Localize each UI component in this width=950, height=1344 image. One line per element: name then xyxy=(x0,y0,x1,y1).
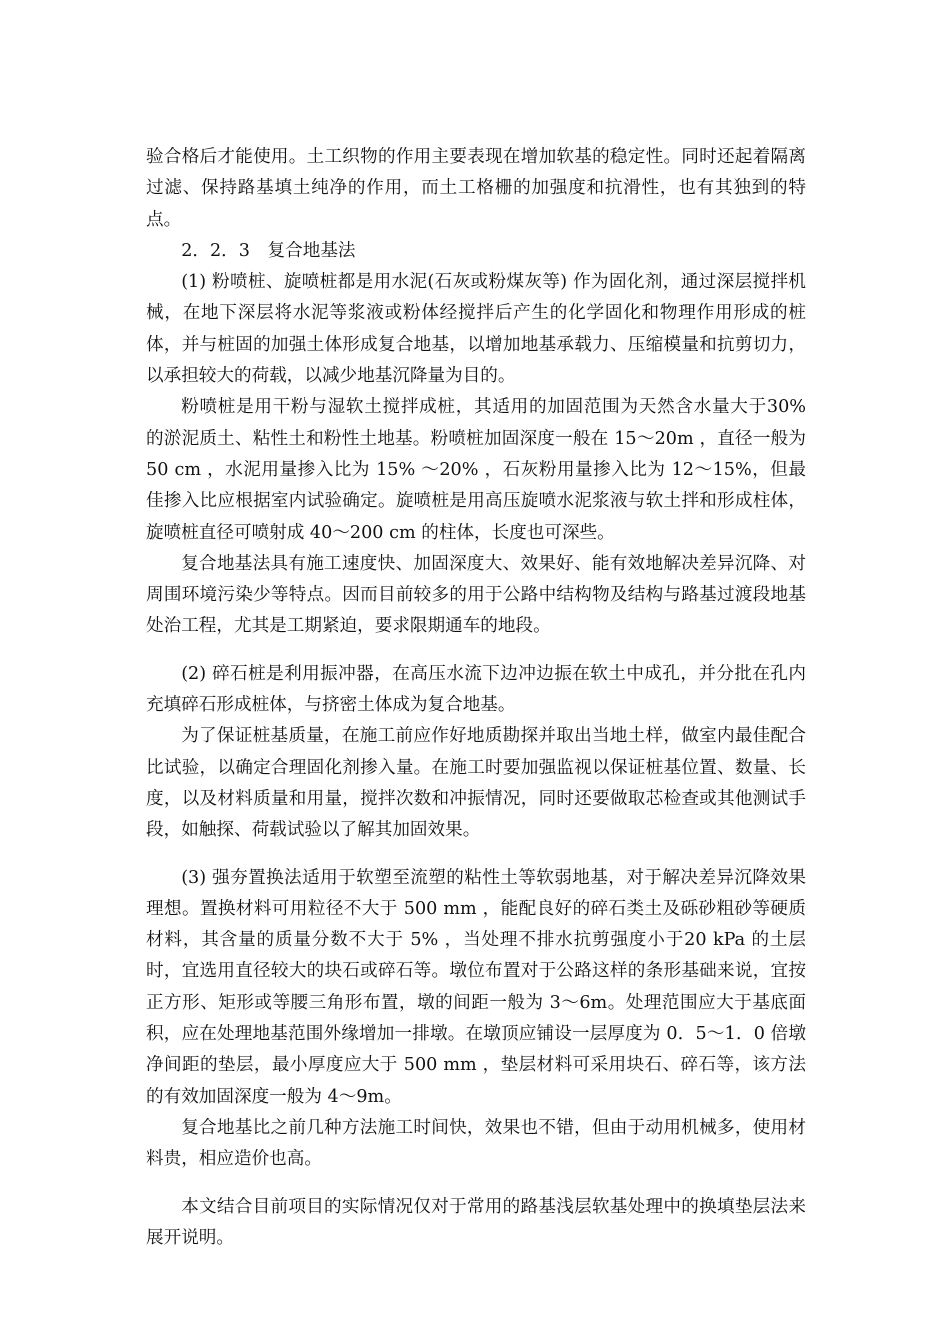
item1-detail-paragraph: 粉喷桩是用干粉与湿软土搅拌成桩，其适用的加固范围为天然含水量大于30% 的淤泥质土、粘性土和粉性土地基。粉喷桩加固深度一般在 15～20m ，直径一般为 50 cm ，水泥用量掺入比为 15% ～20% ，石灰粉用量掺入比为 12～15%，但最佳掺入比应根据室内试验确定。旋喷桩是用高压旋喷水泥浆液与软土拌和形成柱体，旋喷桩直径可喷射成 40～200 cm 的柱体，长度也可深些。 xyxy=(146,397,806,543)
item1-summary-paragraph: 复合地基法具有施工速度快、加固深度大、效果好、能有效地解决差异沉降、对周围环境污染少等特点。因而目前较多的用于公路中结构物及结构与路基过渡段地基处治工程，尤其是工期紧迫，要求限期通车的地段。 xyxy=(146,553,806,637)
item3-paragraph: (3) 强夯置换法适用于软塑至流塑的粘性土等软弱地基，对于解决差异沉降效果理想。置换材料可用粒径不大于 500 mm ，能配良好的碎石类土及砾砂粗砂等硬质材料，其含量的质量分数不大于 5% ，当处理不排水抗剪强度小于20 kPa 的土层时，宜选用直径较大的块石或碎石等。墩位布置对于公路这样的条形基础来说，宜按正方形、矩形或等腰三角形布置，墩的间距一般为 3～6m。处理范围应大于基底面积，应在处理地基范围外缘增加一排墩。在墩顶应铺设一层厚度为 0．5～1．0 倍墩净间距的垫层，最小厚度应大于 500 mm ，垫层材料可采用块石、碎石等，该方法的有效加固深度一般为 4～9m。 xyxy=(146,867,806,1107)
closing-paragraph: 本文结合目前项目的实际情况仅对于常用的路基浅层软基处理中的换填垫层法来展开说明。 xyxy=(146,1196,806,1248)
item2-detail-paragraph: 为了保证桩基质量，在施工前应作好地质勘探并取出当地土样，做室内最佳配合比试验，以确定合理固化剂掺入量。在施工时要加强监视以保证桩基位置、数量、长度，以及材料质量和用量，搅拌次数和冲振情况，同时还要做取芯检查或其他测试手段，如触探、荷载试验以了解其加固效果。 xyxy=(146,726,806,841)
intro-paragraph: 验合格后才能使用。土工织物的作用主要表现在增加软基的稳定性。同时还起着隔离过滤、保持路基填土纯净的作用，而土工格栅的加强度和抗滑性，也有其独到的特点。 xyxy=(146,147,806,230)
item1-paragraph: (1) 粉喷桩、旋喷桩都是用水泥(石灰或粉煤灰等) 作为固化剂，通过深层搅拌机械，在地下深层将水泥等浆液或粉体经搅拌后产生的化学固化和物理作用形成的桩体，并与桩固的加强土体形成复合地基，以增加地基承载力、压缩模量和抗剪切力，以承担较大的荷载，以减少地基沉降量为目的。 xyxy=(146,272,806,387)
item3-summary-paragraph: 复合地基比之前几种方法施工时间快，效果也不错，但由于动用机械多，使用材料贵，相应造价也高。 xyxy=(146,1117,806,1170)
section-heading: 2．2．3 复合地基法 xyxy=(181,240,356,261)
item2-paragraph: (2) 碎石桩是利用振冲器，在高压水流下边冲边振在软土中成孔，并分批在孔内充填碎石形成桩体，与挤密土体成为复合地基。 xyxy=(146,663,806,716)
document-page xyxy=(146,142,806,1254)
